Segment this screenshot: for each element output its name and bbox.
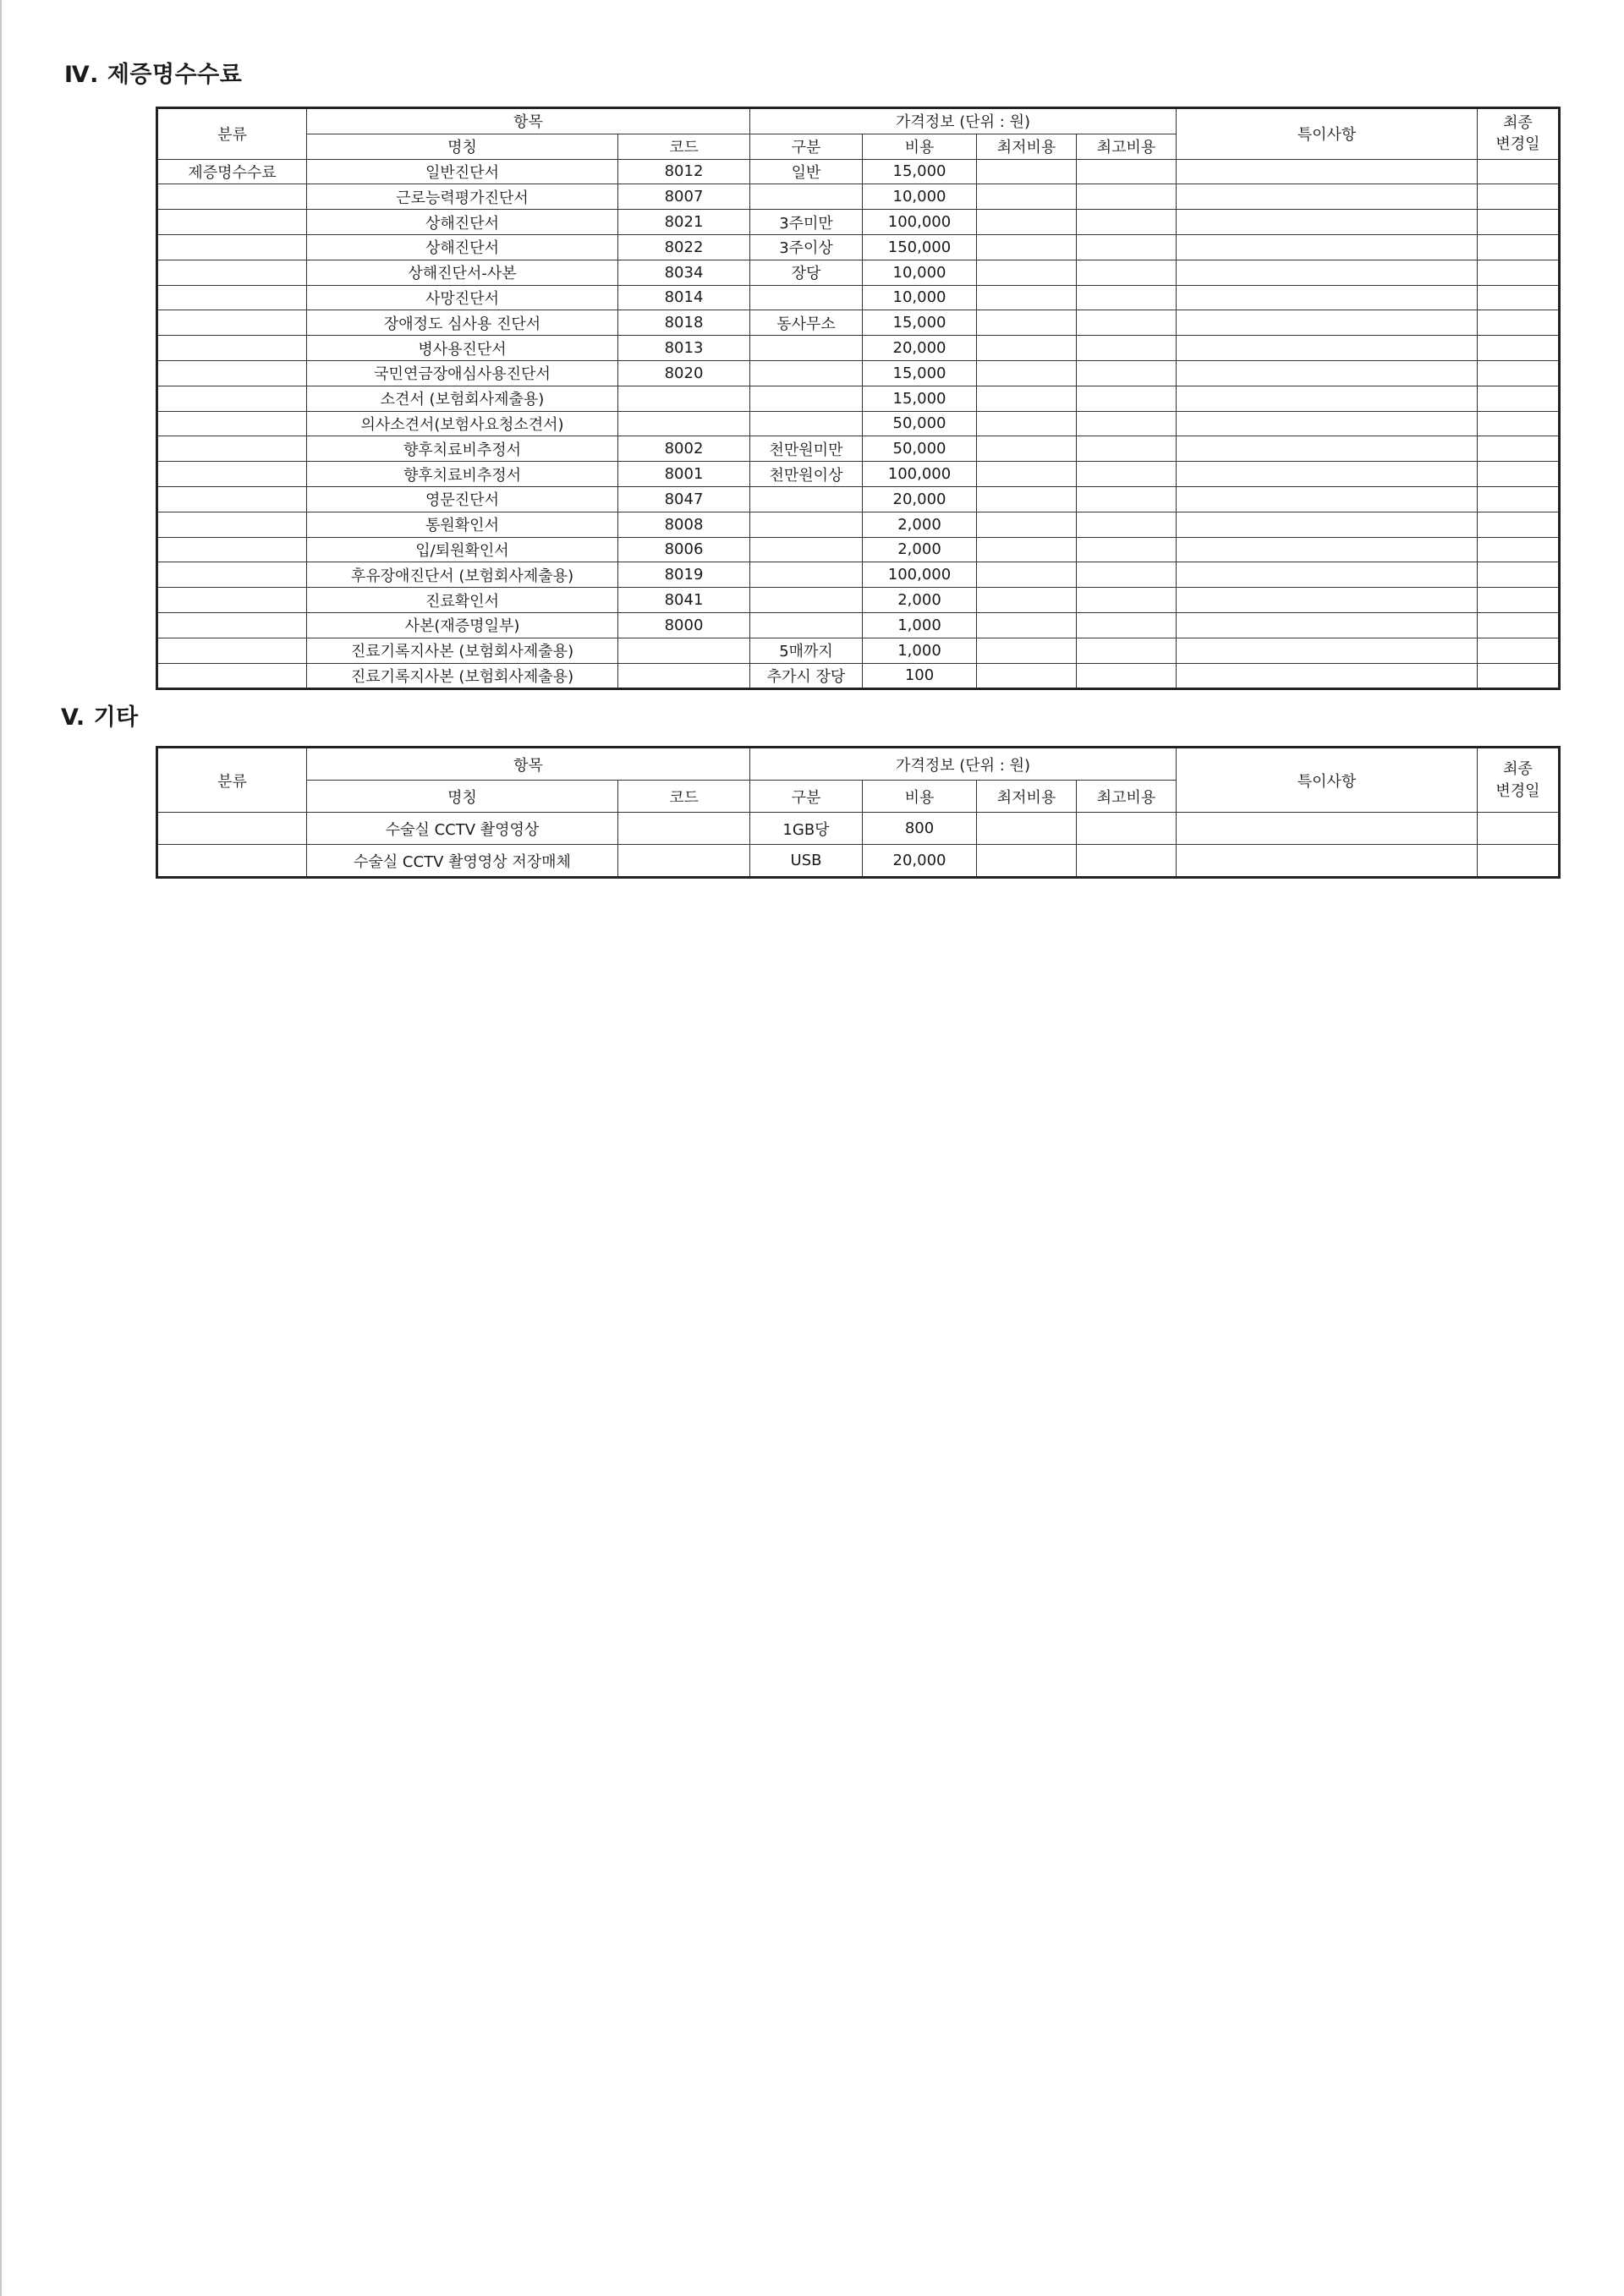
cell-name: 후유장애진단서 (보험회사제출용) [307, 562, 618, 588]
cell-last-changed [1478, 234, 1560, 260]
cell-min-cost [977, 336, 1077, 361]
cell-min-cost [977, 210, 1077, 235]
cell-division [750, 612, 863, 638]
header-division: 구분 [750, 134, 863, 159]
cell-last-changed [1478, 663, 1560, 689]
cell-max-cost [1077, 411, 1177, 436]
cell-notes [1177, 234, 1478, 260]
header-notes: 특이사항 [1177, 748, 1478, 813]
cell-division: 추가시 장당 [750, 663, 863, 689]
cell-min-cost [977, 234, 1077, 260]
cell-division [750, 537, 863, 562]
cell-min-cost [977, 184, 1077, 210]
cell-min-cost [977, 663, 1077, 689]
cell-notes [1177, 612, 1478, 638]
cell-notes [1177, 486, 1478, 512]
cell-division [750, 184, 863, 210]
cell-last-changed [1478, 411, 1560, 436]
header-name: 명칭 [307, 781, 618, 813]
cell-category [157, 210, 307, 235]
cell-name: 근로능력평가진단서 [307, 184, 618, 210]
table-row [157, 336, 1560, 361]
cell-cost: 20,000 [863, 845, 977, 878]
cell-division: 일반 [750, 159, 863, 184]
cell-division: 3주미만 [750, 210, 863, 235]
cell-code [618, 411, 750, 436]
header-notes: 특이사항 [1177, 108, 1478, 160]
table-row [157, 813, 1560, 845]
cell-division: 천만원이상 [750, 462, 863, 487]
cell-name: 일반진단서 [307, 159, 618, 184]
cell-division [750, 486, 863, 512]
cell-category [157, 411, 307, 436]
table-row [157, 310, 1560, 336]
certificate-fee-table [156, 107, 1561, 690]
cell-max-cost [1077, 813, 1177, 845]
cell-category [157, 486, 307, 512]
cell-category [157, 336, 307, 361]
cell-category [157, 285, 307, 310]
cell-category [157, 663, 307, 689]
cell-cost: 1,000 [863, 638, 977, 663]
cell-name: 입/퇴원확인서 [307, 537, 618, 562]
cell-category [157, 184, 307, 210]
page-edge [0, 0, 2, 2296]
header-max-cost: 최고비용 [1077, 781, 1177, 813]
table-row [157, 512, 1560, 537]
cell-division [750, 411, 863, 436]
cell-notes [1177, 285, 1478, 310]
header-price-info: 가격정보 (단위 : 원) [750, 108, 1177, 134]
cell-last-changed [1478, 813, 1560, 845]
table-row [157, 537, 1560, 562]
cell-cost: 10,000 [863, 184, 977, 210]
cell-notes [1177, 184, 1478, 210]
cell-min-cost [977, 588, 1077, 613]
cell-code: 8001 [618, 462, 750, 487]
cell-max-cost [1077, 462, 1177, 487]
cell-max-cost [1077, 159, 1177, 184]
cell-cost: 50,000 [863, 411, 977, 436]
cell-last-changed [1478, 612, 1560, 638]
cell-max-cost [1077, 612, 1177, 638]
cell-code: 8008 [618, 512, 750, 537]
cell-code [618, 813, 750, 845]
cell-cost: 50,000 [863, 436, 977, 462]
cell-division [750, 588, 863, 613]
cell-notes [1177, 512, 1478, 537]
cell-max-cost [1077, 436, 1177, 462]
cell-category [157, 512, 307, 537]
cell-division: USB [750, 845, 863, 878]
cell-last-changed [1478, 210, 1560, 235]
cell-code [618, 663, 750, 689]
table-row [157, 638, 1560, 663]
cell-notes [1177, 845, 1478, 878]
header-category: 분류 [157, 748, 307, 813]
cell-notes [1177, 210, 1478, 235]
header-last-changed: 최종 변경일 [1478, 748, 1560, 813]
cell-name: 병사용진단서 [307, 336, 618, 361]
cell-cost: 15,000 [863, 310, 977, 336]
cell-name: 사망진단서 [307, 285, 618, 310]
table-row [157, 260, 1560, 285]
cell-notes [1177, 436, 1478, 462]
cell-cost: 2,000 [863, 537, 977, 562]
cell-division [750, 360, 863, 386]
cell-category [157, 462, 307, 487]
header-code: 코드 [618, 134, 750, 159]
cell-max-cost [1077, 310, 1177, 336]
cell-min-cost [977, 386, 1077, 411]
cell-code: 8034 [618, 260, 750, 285]
cell-last-changed [1478, 562, 1560, 588]
cell-code [618, 386, 750, 411]
cell-division [750, 386, 863, 411]
cell-max-cost [1077, 234, 1177, 260]
cell-min-cost [977, 260, 1077, 285]
table-row [157, 360, 1560, 386]
cell-category [157, 234, 307, 260]
cell-max-cost [1077, 285, 1177, 310]
header-code: 코드 [618, 781, 750, 813]
cell-code: 8012 [618, 159, 750, 184]
cell-min-cost [977, 310, 1077, 336]
cell-last-changed [1478, 386, 1560, 411]
cell-cost: 20,000 [863, 336, 977, 361]
header-name: 명칭 [307, 134, 618, 159]
header-last-changed: 최종 변경일 [1478, 108, 1560, 160]
cell-category [157, 310, 307, 336]
cell-last-changed [1478, 462, 1560, 487]
cell-category [157, 588, 307, 613]
cell-cost: 100,000 [863, 462, 977, 487]
cell-cost: 15,000 [863, 360, 977, 386]
cell-min-cost [977, 486, 1077, 512]
cell-max-cost [1077, 336, 1177, 361]
cell-name: 의사소견서(보험사요청소견서) [307, 411, 618, 436]
cell-division: 5매까지 [750, 638, 863, 663]
cell-cost: 1,000 [863, 612, 977, 638]
cell-name: 상해진단서 [307, 210, 618, 235]
cell-notes [1177, 663, 1478, 689]
cell-name: 진료확인서 [307, 588, 618, 613]
cell-min-cost [977, 638, 1077, 663]
cell-category [157, 360, 307, 386]
cell-min-cost [977, 436, 1077, 462]
cell-category [157, 612, 307, 638]
cell-division [750, 285, 863, 310]
cell-category [157, 537, 307, 562]
cell-min-cost [977, 612, 1077, 638]
cell-max-cost [1077, 260, 1177, 285]
cell-category [157, 562, 307, 588]
cell-name: 수술실 CCTV 촬영영상 [307, 813, 618, 845]
cell-notes [1177, 411, 1478, 436]
cell-code: 8041 [618, 588, 750, 613]
cell-category [157, 638, 307, 663]
cell-cost: 15,000 [863, 159, 977, 184]
cell-min-cost [977, 845, 1077, 878]
header-cost: 비용 [863, 781, 977, 813]
table-row [157, 184, 1560, 210]
other-fee-table [156, 746, 1561, 879]
cell-name: 국민연금장애심사용진단서 [307, 360, 618, 386]
cell-code: 8000 [618, 612, 750, 638]
cell-notes [1177, 638, 1478, 663]
cell-code: 8018 [618, 310, 750, 336]
table-row [157, 285, 1560, 310]
table-row [157, 845, 1560, 878]
cell-last-changed [1478, 845, 1560, 878]
cell-name: 사본(재증명일부) [307, 612, 618, 638]
cell-code: 8047 [618, 486, 750, 512]
table-row [157, 210, 1560, 235]
cell-max-cost [1077, 210, 1177, 235]
cell-max-cost [1077, 184, 1177, 210]
cell-min-cost [977, 285, 1077, 310]
header-category: 분류 [157, 108, 307, 160]
cell-name: 통원확인서 [307, 512, 618, 537]
cell-code [618, 845, 750, 878]
cell-notes [1177, 562, 1478, 588]
cell-name: 향후치료비추정서 [307, 436, 618, 462]
cell-cost: 20,000 [863, 486, 977, 512]
header-max-cost: 최고비용 [1077, 134, 1177, 159]
cell-code: 8019 [618, 562, 750, 588]
cell-cost: 10,000 [863, 260, 977, 285]
cell-code: 8022 [618, 234, 750, 260]
cell-notes [1177, 462, 1478, 487]
cell-last-changed [1478, 260, 1560, 285]
cell-notes [1177, 310, 1478, 336]
table-row [157, 486, 1560, 512]
cell-cost: 800 [863, 813, 977, 845]
cell-code [618, 638, 750, 663]
cell-notes [1177, 813, 1478, 845]
table-row [157, 234, 1560, 260]
cell-name: 영문진단서 [307, 486, 618, 512]
cell-cost: 2,000 [863, 588, 977, 613]
cell-category [157, 436, 307, 462]
header-min-cost: 최저비용 [977, 134, 1077, 159]
cell-division: 장당 [750, 260, 863, 285]
cell-min-cost [977, 562, 1077, 588]
cell-cost: 100,000 [863, 562, 977, 588]
cell-code: 8014 [618, 285, 750, 310]
cell-last-changed [1478, 159, 1560, 184]
header-item: 항목 [307, 108, 750, 134]
cell-division [750, 512, 863, 537]
cell-cost: 150,000 [863, 234, 977, 260]
cell-division: 천만원미만 [750, 436, 863, 462]
cell-max-cost [1077, 588, 1177, 613]
cell-name: 진료기록지사본 (보험회사제출용) [307, 638, 618, 663]
cell-category [157, 813, 307, 845]
cell-category: 제증명수수료 [157, 159, 307, 184]
table-row [157, 588, 1560, 613]
cell-name: 진료기록지사본 (보험회사제출용) [307, 663, 618, 689]
table-row [157, 436, 1560, 462]
cell-last-changed [1478, 310, 1560, 336]
header-division: 구분 [750, 781, 863, 813]
cell-division: 1GB당 [750, 813, 863, 845]
cell-name: 상해진단서 [307, 234, 618, 260]
table-row [157, 159, 1560, 184]
header-item: 항목 [307, 748, 750, 781]
cell-cost: 100 [863, 663, 977, 689]
cell-category [157, 386, 307, 411]
cell-name: 향후치료비추정서 [307, 462, 618, 487]
cell-max-cost [1077, 562, 1177, 588]
cell-cost: 2,000 [863, 512, 977, 537]
cell-min-cost [977, 360, 1077, 386]
cell-code: 8007 [618, 184, 750, 210]
cell-notes [1177, 588, 1478, 613]
section-title-other: V. 기타 [61, 704, 139, 731]
cell-division: 3주이상 [750, 234, 863, 260]
table-row [157, 386, 1560, 411]
cell-notes [1177, 159, 1478, 184]
cell-max-cost [1077, 537, 1177, 562]
cell-min-cost [977, 537, 1077, 562]
certificate-fee-rows [157, 159, 1560, 689]
cell-max-cost [1077, 386, 1177, 411]
cell-last-changed [1478, 436, 1560, 462]
table-row [157, 411, 1560, 436]
cell-last-changed [1478, 486, 1560, 512]
cell-max-cost [1077, 663, 1177, 689]
other-fee-rows [157, 813, 1560, 878]
cell-cost: 100,000 [863, 210, 977, 235]
cell-last-changed [1478, 512, 1560, 537]
cell-last-changed [1478, 336, 1560, 361]
cell-notes [1177, 260, 1478, 285]
header-price-info: 가격정보 (단위 : 원) [750, 748, 1177, 781]
cell-max-cost [1077, 360, 1177, 386]
table-row [157, 562, 1560, 588]
cell-notes [1177, 537, 1478, 562]
cell-min-cost [977, 411, 1077, 436]
cell-code: 8021 [618, 210, 750, 235]
table-row [157, 462, 1560, 487]
cell-name: 수술실 CCTV 촬영영상 저장매체 [307, 845, 618, 878]
cell-max-cost [1077, 845, 1177, 878]
table-row [157, 612, 1560, 638]
cell-notes [1177, 336, 1478, 361]
cell-last-changed [1478, 360, 1560, 386]
cell-max-cost [1077, 486, 1177, 512]
cell-code: 8013 [618, 336, 750, 361]
cell-notes [1177, 386, 1478, 411]
cell-division [750, 562, 863, 588]
cell-min-cost [977, 512, 1077, 537]
section-title-certificate-fees: Ⅳ. 제증명수수료 [64, 62, 243, 88]
cell-min-cost [977, 159, 1077, 184]
cell-category [157, 845, 307, 878]
cell-name: 상해진단서-사본 [307, 260, 618, 285]
cell-max-cost [1077, 512, 1177, 537]
cell-category [157, 260, 307, 285]
cell-code: 8006 [618, 537, 750, 562]
cell-division: 동사무소 [750, 310, 863, 336]
cell-name: 소견서 (보험회사제출용) [307, 386, 618, 411]
cell-last-changed [1478, 184, 1560, 210]
cell-cost: 15,000 [863, 386, 977, 411]
cell-min-cost [977, 462, 1077, 487]
cell-division [750, 336, 863, 361]
cell-last-changed [1478, 638, 1560, 663]
cell-max-cost [1077, 638, 1177, 663]
table-row [157, 663, 1560, 689]
cell-name: 장애정도 심사용 진단서 [307, 310, 618, 336]
cell-code: 8002 [618, 436, 750, 462]
header-min-cost: 최저비용 [977, 781, 1077, 813]
cell-last-changed [1478, 285, 1560, 310]
cell-min-cost [977, 813, 1077, 845]
cell-cost: 10,000 [863, 285, 977, 310]
cell-notes [1177, 360, 1478, 386]
cell-last-changed [1478, 537, 1560, 562]
cell-code: 8020 [618, 360, 750, 386]
header-cost: 비용 [863, 134, 977, 159]
cell-last-changed [1478, 588, 1560, 613]
